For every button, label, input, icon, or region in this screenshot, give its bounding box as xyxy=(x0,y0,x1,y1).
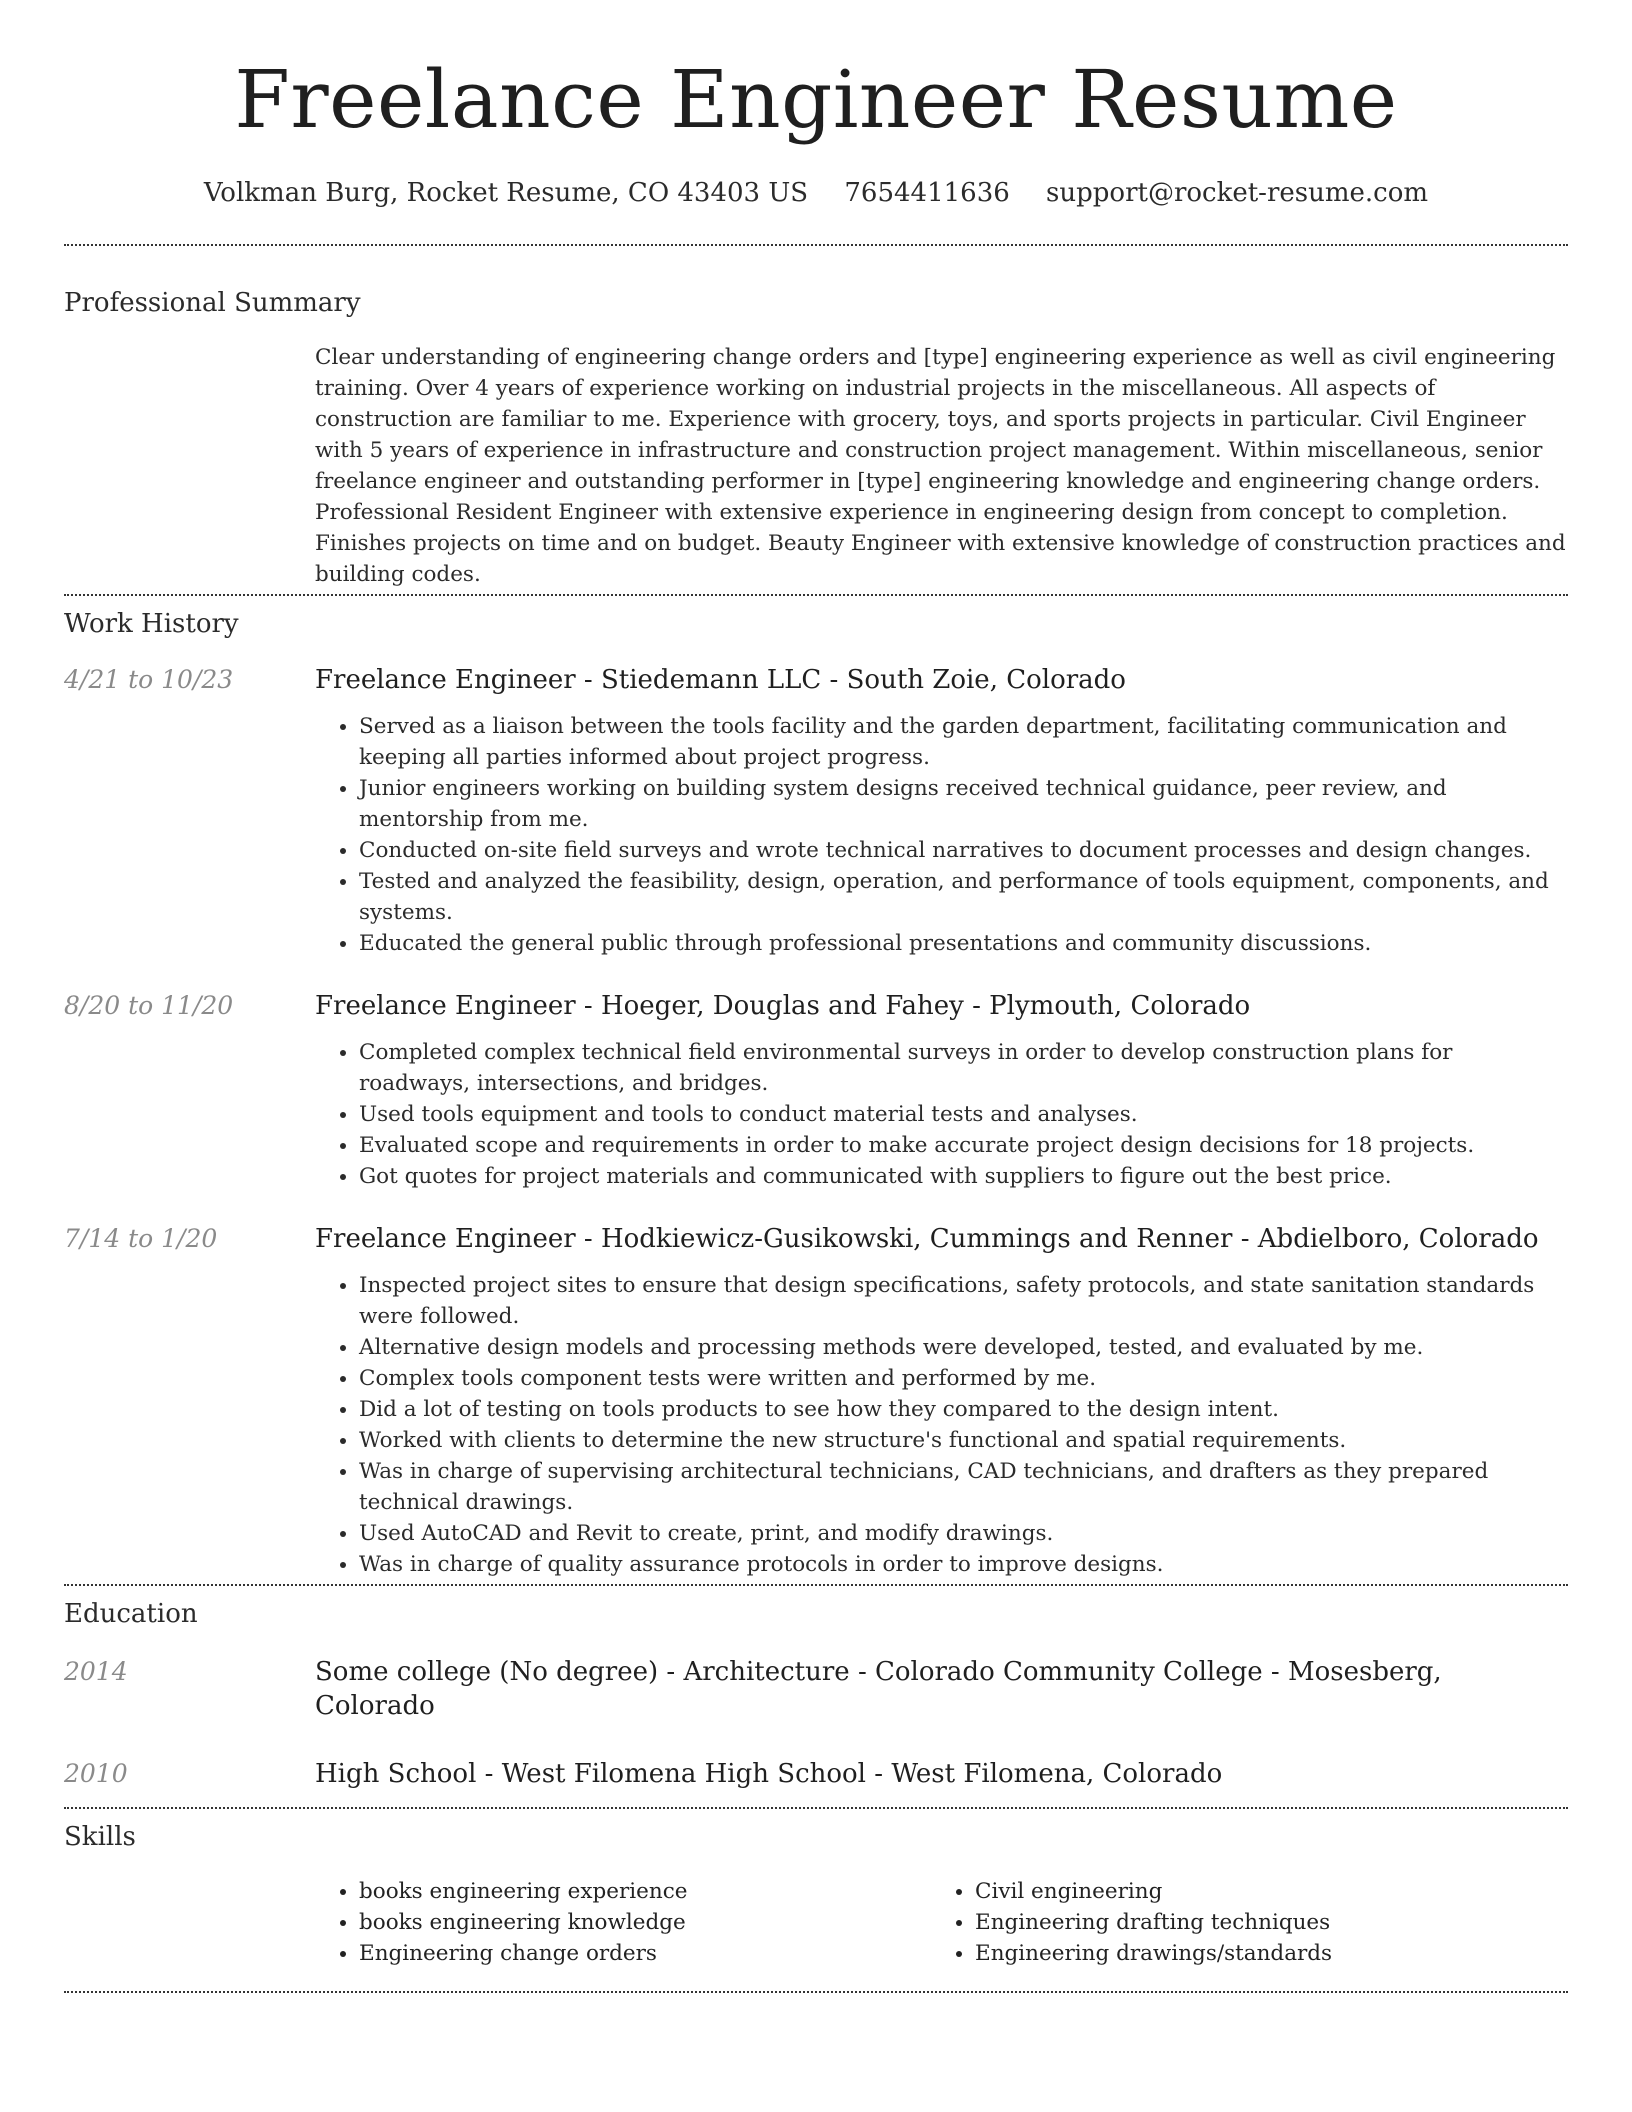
education-year: 2014 xyxy=(64,1657,128,1686)
education-entry xyxy=(64,1655,1568,1723)
summary-heading: Professional Summary xyxy=(64,288,361,318)
summary-row xyxy=(64,342,1568,590)
job-title: Freelance Engineer - Hoeger, Douglas and Fahey - Plymouth, Colorado xyxy=(315,991,1251,1021)
summary-text: Clear understanding of engineering change orders and [type] engineering experience as well as civil engineering training. Over 4 years of experience working on industrial projects in the miscellaneous. All aspects of construction are familiar to me. Experience with grocery, toys, and sports projects in particular. Civil Engineer with 5 years of experience in infrastructure and construction project management. Within miscellaneous, senior freelance engineer and outstanding performer in [type] engineering knowledge and engineering change orders. Professional Resident Engineer with extensive experience in engineering design from concept to completion. Finishes projects on time and on budget. Beauty Engineer with extensive knowledge of construction practices and building codes. xyxy=(315,345,1566,587)
list-item: • Complex tools component tests were written and performed by me. xyxy=(359,1363,1568,1394)
list-item: • Got quotes for project materials and communicated with suppliers to figure out the best price. xyxy=(359,1161,1568,1192)
list-item: • Completed complex technical field environmental surveys in order to develop construction plans for roadways, intersections, and bridges. xyxy=(359,1037,1568,1099)
contact-line xyxy=(0,176,1632,210)
list-item: • Educated the general public through professional presentations and community discussions. xyxy=(359,928,1568,959)
skills-heading: Skills xyxy=(64,1822,136,1852)
skill-item: • Civil engineering xyxy=(975,1876,1547,1907)
education-year: 2010 xyxy=(64,1759,128,1788)
skills-grid xyxy=(315,1876,1568,1969)
work-history-heading: Work History xyxy=(64,609,239,639)
skill-item: • Engineering drawings/standards xyxy=(975,1938,1547,1969)
skill-item: • books engineering knowledge xyxy=(359,1907,931,1938)
job-title: Freelance Engineer - Hodkiewicz-Gusikowski, Cummings and Renner - Abdielboro, Colorado xyxy=(315,1224,1539,1254)
resume-title: Freelance Engineer Resume xyxy=(234,53,1398,146)
skill-item: • Engineering drafting techniques xyxy=(975,1907,1547,1938)
job-bullets xyxy=(315,711,1568,959)
job-entry xyxy=(64,1222,1568,1580)
contact-address: Volkman Burg, Rocket Resume, CO 43403 US xyxy=(203,178,809,208)
list-item: • Was in charge of supervising architectural technicians, CAD technicians, and drafters as they prepared technical drawings. xyxy=(359,1456,1568,1518)
list-item: • Tested and analyzed the feasibility, design, operation, and performance of tools equipment, components, and systems. xyxy=(359,866,1568,928)
divider xyxy=(64,1991,1568,1993)
list-item: • Inspected project sites to ensure that design specifications, safety protocols, and state sanitation standards were followed. xyxy=(359,1270,1568,1332)
divider xyxy=(64,1807,1568,1809)
skill-item: • books engineering experience xyxy=(359,1876,931,1907)
divider xyxy=(64,1584,1568,1586)
education-text: Some college (No degree) - Architecture - Colorado Community College - Mosesberg, Colorado xyxy=(315,1657,1442,1721)
contact-phone: 7654411636 xyxy=(844,178,1010,208)
job-dates: 7/14 to 1/20 xyxy=(64,1224,218,1253)
skill-item: • Engineering change orders xyxy=(359,1938,931,1969)
job-dates: 8/20 to 11/20 xyxy=(64,991,234,1020)
job-entry xyxy=(64,663,1568,959)
divider xyxy=(64,594,1568,596)
list-item: • Was in charge of quality assurance protocols in order to improve designs. xyxy=(359,1549,1568,1580)
job-dates: 4/21 to 10/23 xyxy=(64,665,234,694)
list-item: • Served as a liaison between the tools facility and the garden department, facilitating communication and keeping all parties informed about project progress. xyxy=(359,711,1568,773)
divider xyxy=(64,244,1568,246)
list-item: • Junior engineers working on building system designs received technical guidance, peer review, and mentorship from me. xyxy=(359,773,1568,835)
contact-email: support@rocket-resume.com xyxy=(1046,178,1429,208)
job-bullets xyxy=(315,1270,1568,1580)
job-title: Freelance Engineer - Stiedemann LLC - South Zoie, Colorado xyxy=(315,665,1126,695)
list-item: • Used AutoCAD and Revit to create, print, and modify drawings. xyxy=(359,1518,1568,1549)
education-entry xyxy=(64,1757,1568,1791)
job-bullets xyxy=(315,1037,1568,1192)
list-item: • Did a lot of testing on tools products to see how they compared to the design intent. xyxy=(359,1394,1568,1425)
list-item: • Evaluated scope and requirements in order to make accurate project design decisions for 18 projects. xyxy=(359,1130,1568,1161)
job-entry xyxy=(64,989,1568,1192)
list-item: • Alternative design models and processing methods were developed, tested, and evaluated by me. xyxy=(359,1332,1568,1363)
skills-column xyxy=(931,1876,1547,1969)
education-text: High School - West Filomena High School - West Filomena, Colorado xyxy=(315,1759,1223,1789)
skills-column xyxy=(315,1876,931,1969)
list-item: • Worked with clients to determine the new structure's functional and spatial requirements. xyxy=(359,1425,1568,1456)
list-item: • Used tools equipment and tools to conduct material tests and analyses. xyxy=(359,1099,1568,1130)
list-item: • Conducted on-site field surveys and wrote technical narratives to document processes and design changes. xyxy=(359,835,1568,866)
education-heading: Education xyxy=(64,1599,198,1629)
skills-row xyxy=(64,1876,1568,1969)
